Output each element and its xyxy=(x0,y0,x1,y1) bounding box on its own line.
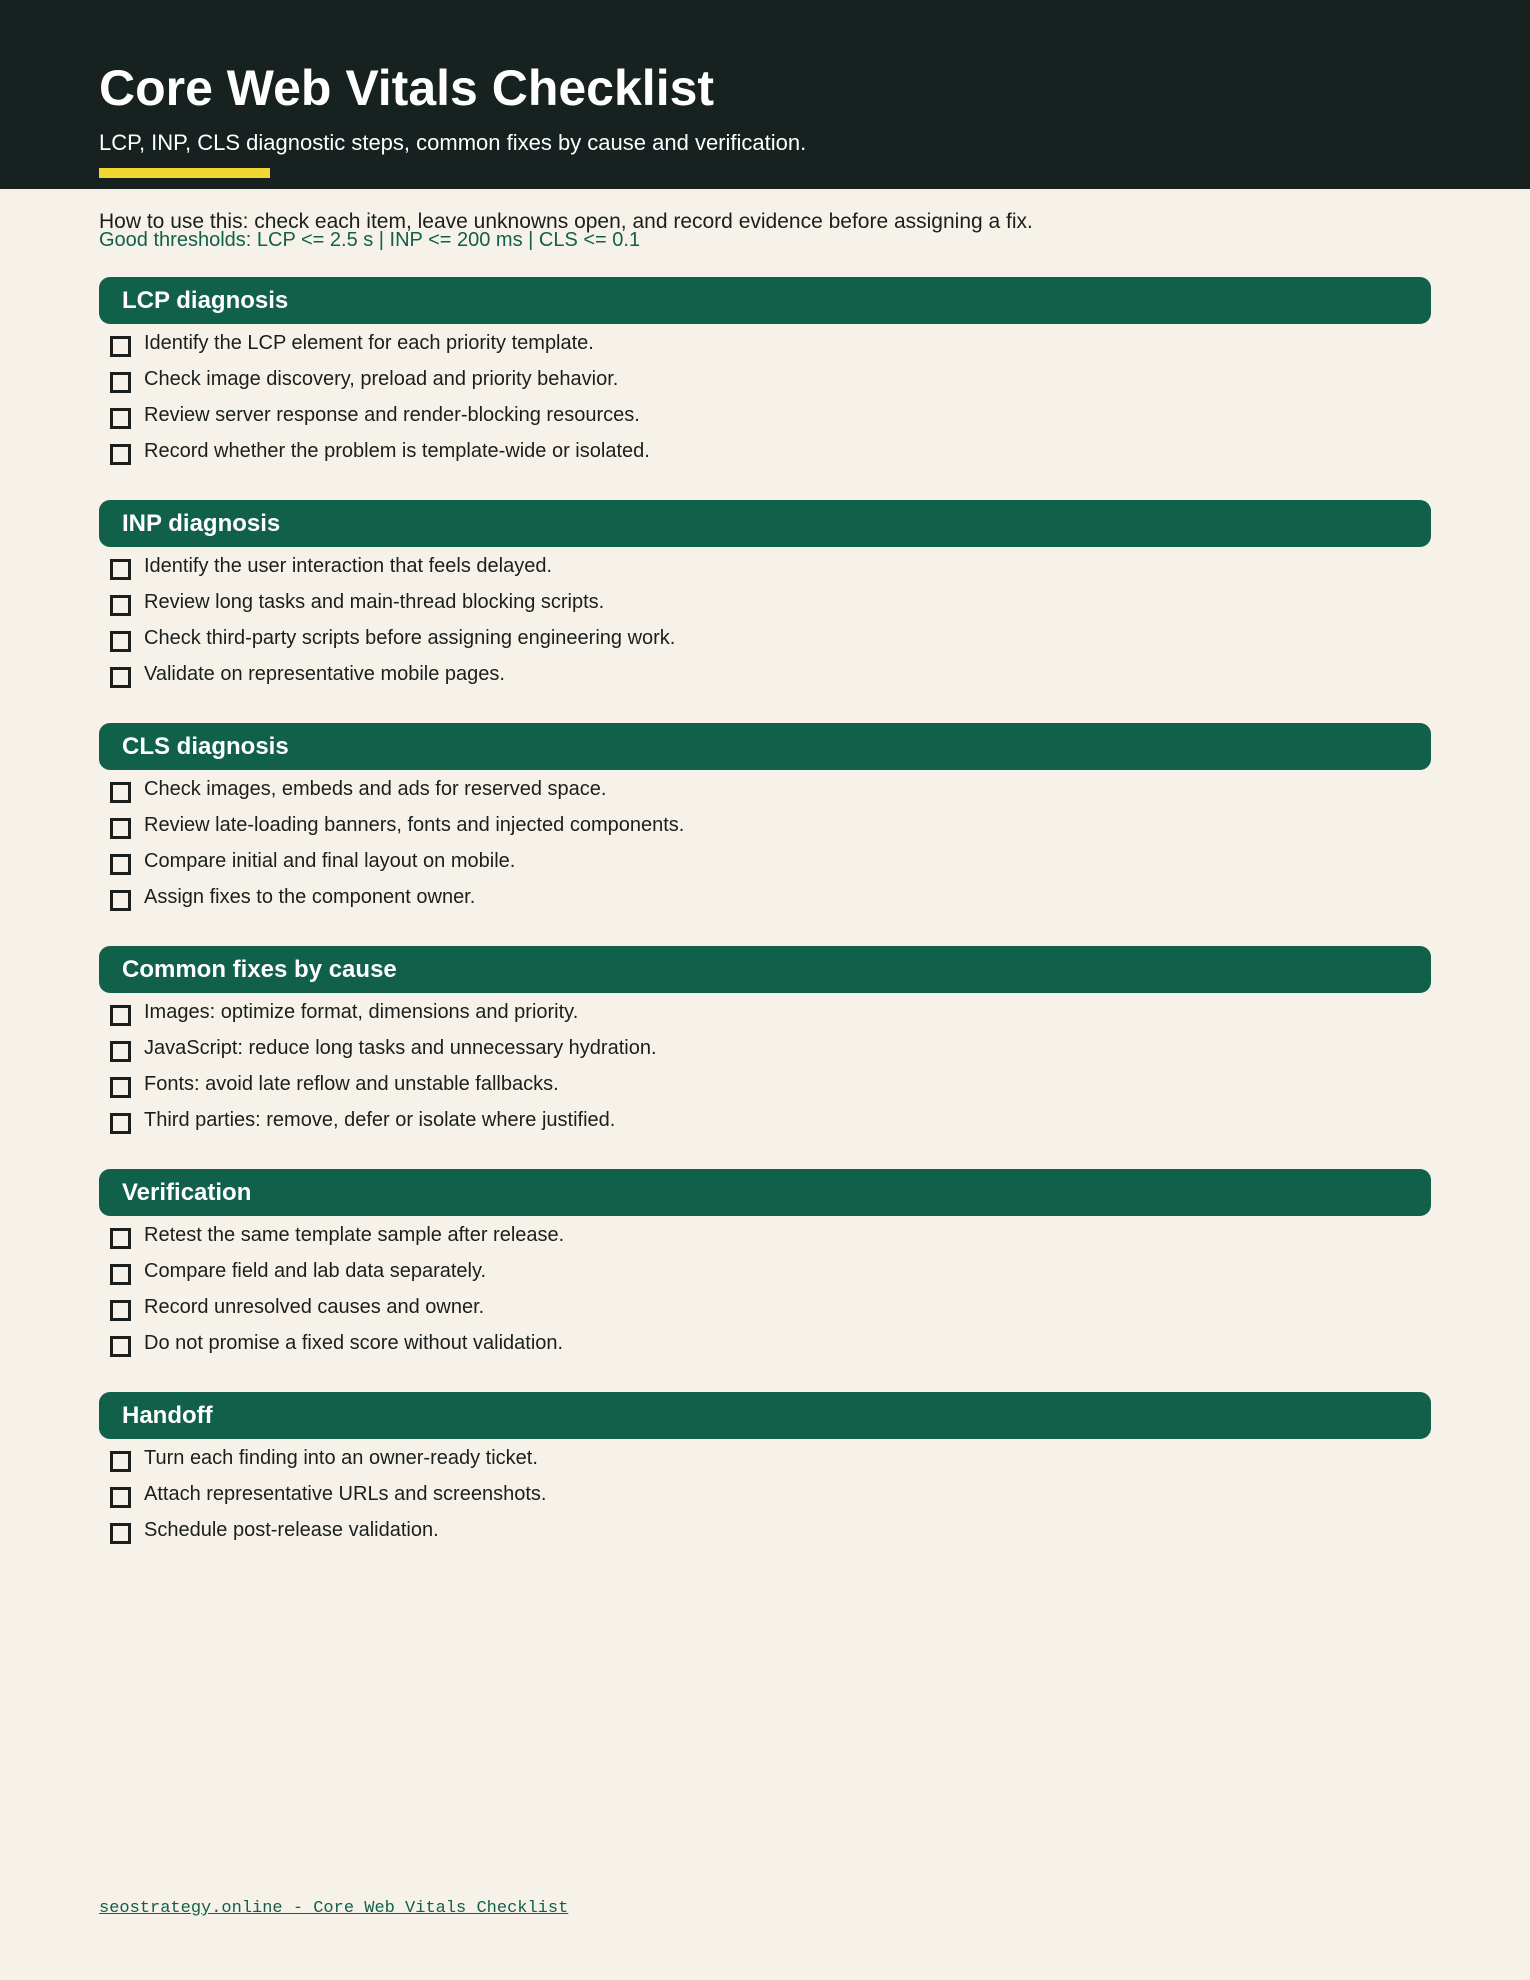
checklist-item xyxy=(99,842,1431,878)
checkbox-icon[interactable] xyxy=(110,782,131,803)
checkbox-icon[interactable] xyxy=(110,1005,131,1026)
page-title: Core Web Vitals Checklist xyxy=(99,60,715,116)
checklist xyxy=(99,993,1431,1137)
checklist-item xyxy=(99,324,1431,360)
checklist-item-label: Record whether the problem is template-wide or isolated. xyxy=(144,440,650,462)
checkbox-icon[interactable] xyxy=(110,1523,131,1544)
checklist-item xyxy=(99,1475,1431,1511)
checklist-item xyxy=(99,1101,1431,1137)
checkbox-icon[interactable] xyxy=(110,1487,131,1508)
checkbox-icon[interactable] xyxy=(110,667,131,688)
checklist-item-label: Assign fixes to the component owner. xyxy=(144,886,476,908)
checkbox-icon[interactable] xyxy=(110,559,131,580)
checkbox-icon[interactable] xyxy=(110,1041,131,1062)
checklist-item-label: JavaScript: reduce long tasks and unnecessary hydration. xyxy=(144,1037,657,1059)
checklist-item-label: Record unresolved causes and owner. xyxy=(144,1296,485,1318)
checklist-item xyxy=(99,1511,1431,1547)
checklist-item xyxy=(99,878,1431,914)
checkbox-icon[interactable] xyxy=(110,595,131,616)
checkbox-icon[interactable] xyxy=(110,1451,131,1472)
checklist-item-label: Fonts: avoid late reflow and unstable fallbacks. xyxy=(144,1073,559,1095)
checklist-item xyxy=(99,1065,1431,1101)
checklist xyxy=(99,770,1431,914)
checklist-item xyxy=(99,360,1431,396)
checkbox-icon[interactable] xyxy=(110,1228,131,1249)
checklist-item-label: Compare field and lab data separately. xyxy=(144,1260,487,1282)
section-header: Common fixes by cause xyxy=(99,946,1431,993)
checklist-item xyxy=(99,1252,1431,1288)
checklist-item-label: Review late-loading banners, fonts and injected components. xyxy=(144,814,685,836)
checklist-item-label: Check third-party scripts before assigning engineering work. xyxy=(144,627,676,649)
section-cls-diagnosis xyxy=(99,723,1431,914)
checkbox-icon[interactable] xyxy=(110,818,131,839)
section-header: CLS diagnosis xyxy=(99,723,1431,770)
checkbox-icon[interactable] xyxy=(110,336,131,357)
footer-link[interactable]: seostrategy.online - Core Web Vitals Checklist xyxy=(99,1899,569,1918)
checkbox-icon[interactable] xyxy=(110,1300,131,1321)
checkbox-icon[interactable] xyxy=(110,1264,131,1285)
checklist-item xyxy=(99,1216,1431,1252)
checkbox-icon[interactable] xyxy=(110,444,131,465)
how-to-text: How to use this: check each item, leave unknowns open, and record evidence before assigning a fix. xyxy=(99,210,1033,233)
page-header xyxy=(0,0,1530,189)
section-common-fixes xyxy=(99,946,1431,1137)
checklist-item-label: Third parties: remove, defer or isolate where justified. xyxy=(144,1109,616,1131)
checklist-item-label: Check image discovery, preload and priority behavior. xyxy=(144,368,619,390)
checklist-item-label: Schedule post-release validation. xyxy=(144,1519,439,1541)
checklist xyxy=(99,324,1431,468)
checklist-item xyxy=(99,432,1431,468)
checkbox-icon[interactable] xyxy=(110,854,131,875)
checklist-item xyxy=(99,1324,1431,1360)
checklist xyxy=(99,547,1431,691)
thresholds-text: Good thresholds: LCP <= 2.5 s | INP <= 200 ms | CLS <= 0.1 xyxy=(99,229,641,251)
section-verification xyxy=(99,1169,1431,1360)
section-inp-diagnosis xyxy=(99,500,1431,691)
checklist-item xyxy=(99,547,1431,583)
page-subtitle: LCP, INP, CLS diagnostic steps, common fixes by cause and verification. xyxy=(99,130,807,155)
checklist-item xyxy=(99,806,1431,842)
checklist-item xyxy=(99,396,1431,432)
checklist-item xyxy=(99,1288,1431,1324)
checklist-item xyxy=(99,619,1431,655)
checklist-item-label: Do not promise a fixed score without validation. xyxy=(144,1332,564,1354)
accent-bar xyxy=(99,168,270,178)
checkbox-icon[interactable] xyxy=(110,631,131,652)
checklist-item-label: Identify the user interaction that feels delayed. xyxy=(144,555,553,577)
checklist-item-label: Images: optimize format, dimensions and priority. xyxy=(144,1001,579,1023)
section-lcp-diagnosis xyxy=(99,277,1431,468)
checkbox-icon[interactable] xyxy=(110,372,131,393)
section-header: Handoff xyxy=(99,1392,1431,1439)
section-header: LCP diagnosis xyxy=(99,277,1431,324)
checklist-item xyxy=(99,655,1431,691)
section-header: Verification xyxy=(99,1169,1431,1216)
checkbox-icon[interactable] xyxy=(110,408,131,429)
checkbox-icon[interactable] xyxy=(110,1336,131,1357)
checklist-item-label: Identify the LCP element for each priority template. xyxy=(144,332,594,354)
checklist-item-label: Attach representative URLs and screenshots. xyxy=(144,1483,547,1505)
section-handoff xyxy=(99,1392,1431,1547)
checkbox-icon[interactable] xyxy=(110,1113,131,1134)
checklist-item xyxy=(99,583,1431,619)
checklist-item-label: Check images, embeds and ads for reserved space. xyxy=(144,778,607,800)
checklist-item-label: Review server response and render-blocking resources. xyxy=(144,404,640,426)
checklist-item-label: Turn each finding into an owner-ready ticket. xyxy=(144,1447,538,1469)
checklist-item-label: Compare initial and final layout on mobile. xyxy=(144,850,516,872)
checklist-item xyxy=(99,1029,1431,1065)
checklist-item-label: Retest the same template sample after release. xyxy=(144,1224,565,1246)
checklist-item-label: Validate on representative mobile pages. xyxy=(144,663,505,685)
section-header: INP diagnosis xyxy=(99,500,1431,547)
checklist-item xyxy=(99,1439,1431,1475)
checklist-item xyxy=(99,993,1431,1029)
checkbox-icon[interactable] xyxy=(110,1077,131,1098)
checklist-item xyxy=(99,770,1431,806)
checkbox-icon[interactable] xyxy=(110,890,131,911)
checklist xyxy=(99,1439,1431,1547)
checklist xyxy=(99,1216,1431,1360)
checklist-item-label: Review long tasks and main-thread blocking scripts. xyxy=(144,591,605,613)
